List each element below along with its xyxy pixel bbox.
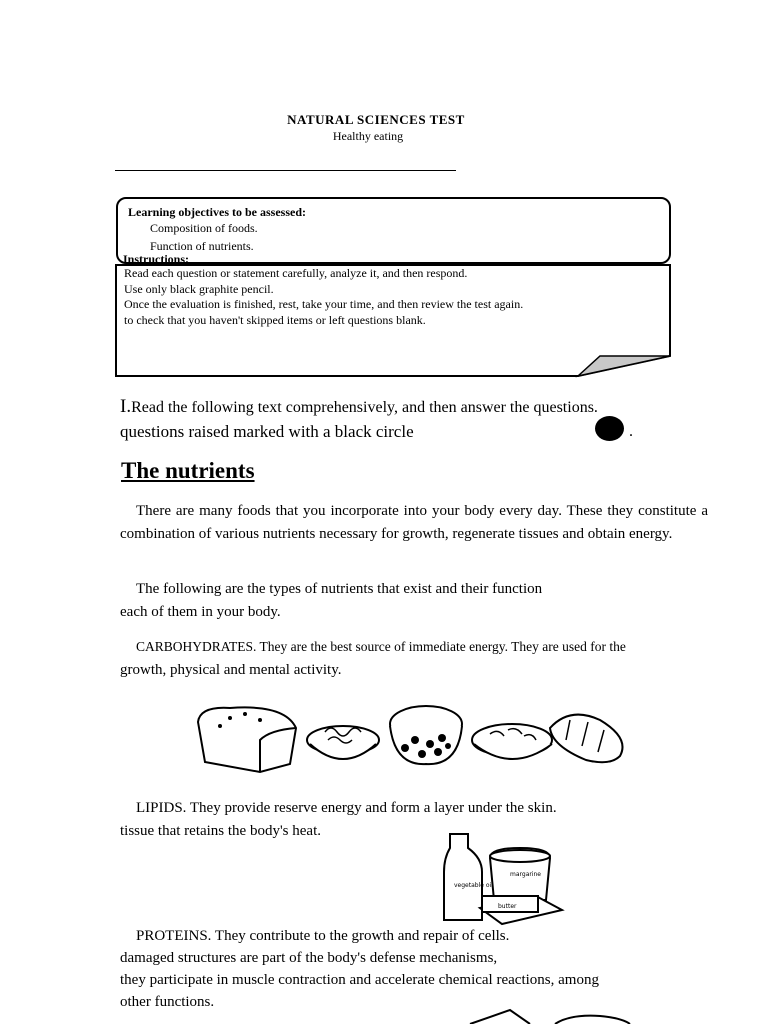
intro-paragraph: There are many foods that you incorporate into your body every day. These they constitute a combination of various nutrients necessary for growth, regenerate tissues and obtain energy. [120, 503, 708, 542]
question-end: . [629, 423, 633, 440]
margarine-label: margarine [510, 871, 541, 878]
question-text: Read the following text comprehensively, and then answer the questions. [131, 399, 598, 416]
proteins-text: PROTEINS. They contribute to the growth and repair of cells. [136, 928, 510, 944]
name-line[interactable] [115, 170, 456, 171]
black-circle-icon [595, 416, 624, 441]
section-title: The nutrients [121, 458, 255, 483]
lipids-text: LIPIDS. They provide reserve energy and form a layer under the skin. [136, 800, 557, 816]
roman-numeral: I. [120, 396, 132, 417]
objectives-title: Learning objectives to be assessed: [128, 205, 306, 219]
carbohydrates-text: CARBOHYDRATES. They are the best source of immediate energy. They are used for the [136, 639, 626, 654]
test-title: NATURAL SCIENCES TEST [287, 112, 465, 127]
question-line [120, 396, 598, 418]
instructions-label: Instructions: [123, 252, 190, 266]
oil-label: vegetable oil [454, 882, 493, 889]
instruction-line: Once the evaluation is finished, rest, take your time, and then review the test again. [124, 297, 524, 311]
lipids-text: tissue that retains the body's heat. [120, 823, 321, 839]
instruction-line: Use only black graphite pencil. [124, 282, 274, 296]
butter-label: butter [498, 903, 517, 910]
objective-item: Function of nutrients. [150, 239, 254, 253]
instruction-line: to check that you haven't skipped items or left questions blank. [124, 313, 426, 327]
carbohydrates-text: growth, physical and mental activity. [120, 662, 342, 678]
objective-item: Composition of foods. [150, 221, 258, 235]
question-line-2: questions raised marked with a black circle [120, 422, 414, 441]
instruction-line: Read each question or statement carefully, analyze it, and then respond. [124, 266, 468, 280]
proteins-text: they participate in muscle contraction and accelerate chemical reactions, among [120, 972, 599, 988]
protein-foods-illustration [360, 1000, 660, 1024]
intro-line: The following are the types of nutrients that exist and their function [136, 581, 543, 597]
lipid-foods-illustration [440, 824, 570, 928]
test-subtitle: Healthy eating [332, 129, 404, 143]
intro-line: each of them in your body. [120, 604, 281, 620]
carbohydrate-foods-illustration [190, 700, 630, 780]
proteins-text: other functions. [120, 994, 215, 1010]
proteins-text: damaged structures are part of the body's defense mechanisms, [120, 950, 498, 966]
